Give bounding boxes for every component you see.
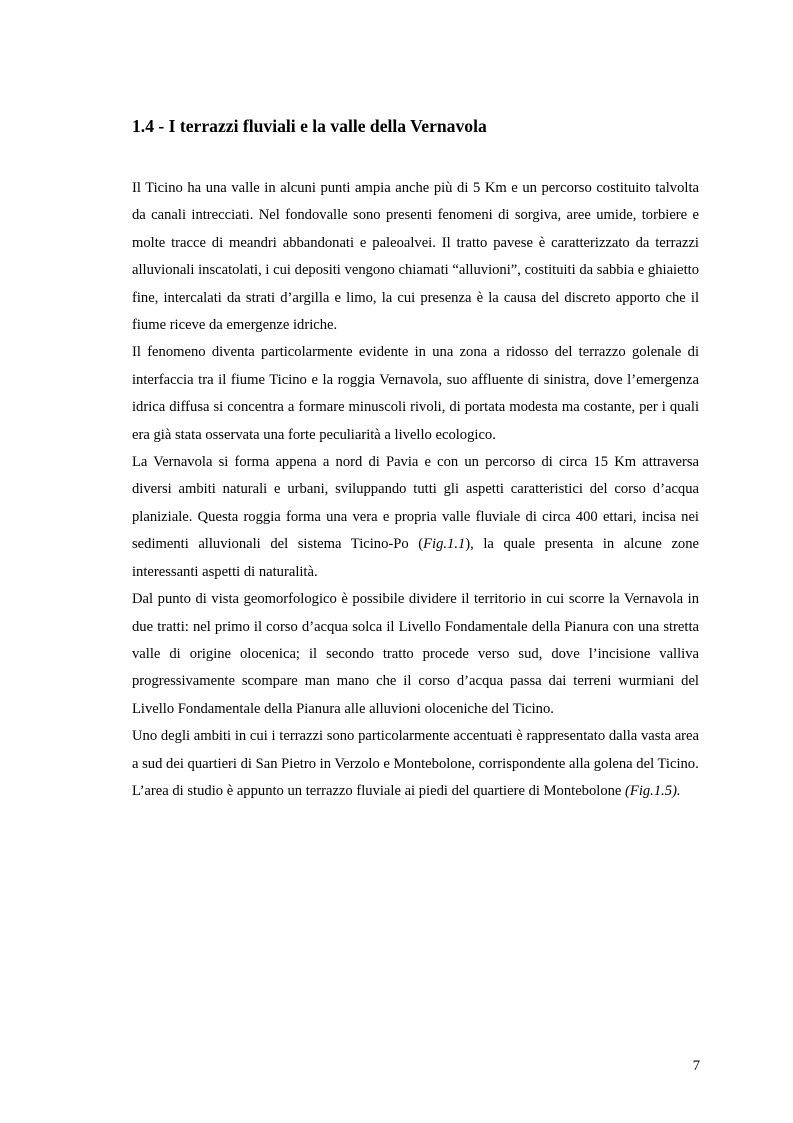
paragraph-terraces: Uno degli ambiti in cui i terrazzi sono particolarmente accentuati è rappresentato dalla vasta area a sud dei quartieri di San Pietro in Verzolo e Montebolone, corrispondente alla golena del Ticino. xyxy=(132,728,699,772)
paragraph-text-after-ref: ), la quale presenta in alcune zone interessanti aspetti di naturalità. xyxy=(132,536,699,580)
paragraph-vernavola-course xyxy=(132,449,699,586)
paragraph-text-before-ref: La Vernavola si forma appena a nord di Pavia e con un percorso di circa 15 Km attraversa diversi ambiti naturali e urbani, sviluppando tutti gli aspetti caratteristici del corso d’acqua planiziale. Questa roggia forma una vera e propria valle fluviale di circa 400 ettari, incisa nei sedimenti alluvionali del sistema Ticino-Po ( xyxy=(132,454,699,553)
paragraph-study-area xyxy=(132,778,699,805)
section-heading: 1.4 - I terrazzi fluviali e la valle della Vernavola xyxy=(132,116,487,136)
page-number: 7 xyxy=(692,1058,700,1074)
figure-reference: (Fig.1.5). xyxy=(625,782,681,799)
body-text xyxy=(132,175,699,805)
paragraph-text-before-ref: L’area di studio è appunto un terrazzo fluviale ai piedi del quartiere di Montebolone xyxy=(132,782,626,799)
paragraph-geomorphology: Dal punto di vista geomorfologico è possibile dividere il territorio in cui scorre la Vernavola in due tratti: nel primo il corso d’acqua solca il Livello Fondamentale della Pianura con una stretta valle di origine olocenica; il secondo tratto procede verso sud, dove l’incisione valliva progressivamente scompare man mano che il corso d’acqua passa dai terreni wurmiani del Livello Fondamentale della Pianura alle alluvioni oloceniche del Ticino. xyxy=(132,591,699,717)
paragraph-spring-phenomenon: Il fenomeno diventa particolarmente evidente in una zona a ridosso del terrazzo golenale di interfaccia tra il fiume Ticino e la roggia Vernavola, suo affluente di sinistra, dove l’emergenza idrica diffusa si concentra a formare minuscoli rivoli, di portata modesta ma costante, per i quali era già stata osservata una forte peculiarità a livello ecologico. xyxy=(132,344,699,443)
figure-reference: Fig.1.1 xyxy=(423,536,466,553)
paragraph-ticino-valley: Il Ticino ha una valle in alcuni punti ampia anche più di 5 Km e un percorso costituito talvolta da canali intrecciati. Nel fondovalle sono presenti fenomeni di sorgiva, aree umide, torbiere e molte tracce di meandri abbandonati e paleoalvei. Il tratto pavese è caratterizzato da terrazzi alluvionali inscatolati, i cui depositi vengono chiamati “alluvioni”, costituiti da sabbia e ghiaietto fine, intercalati da strati d’argilla e limo, la cui presenza è la causa del discreto apporto che il fiume riceve da emergenze idriche. xyxy=(132,180,699,334)
